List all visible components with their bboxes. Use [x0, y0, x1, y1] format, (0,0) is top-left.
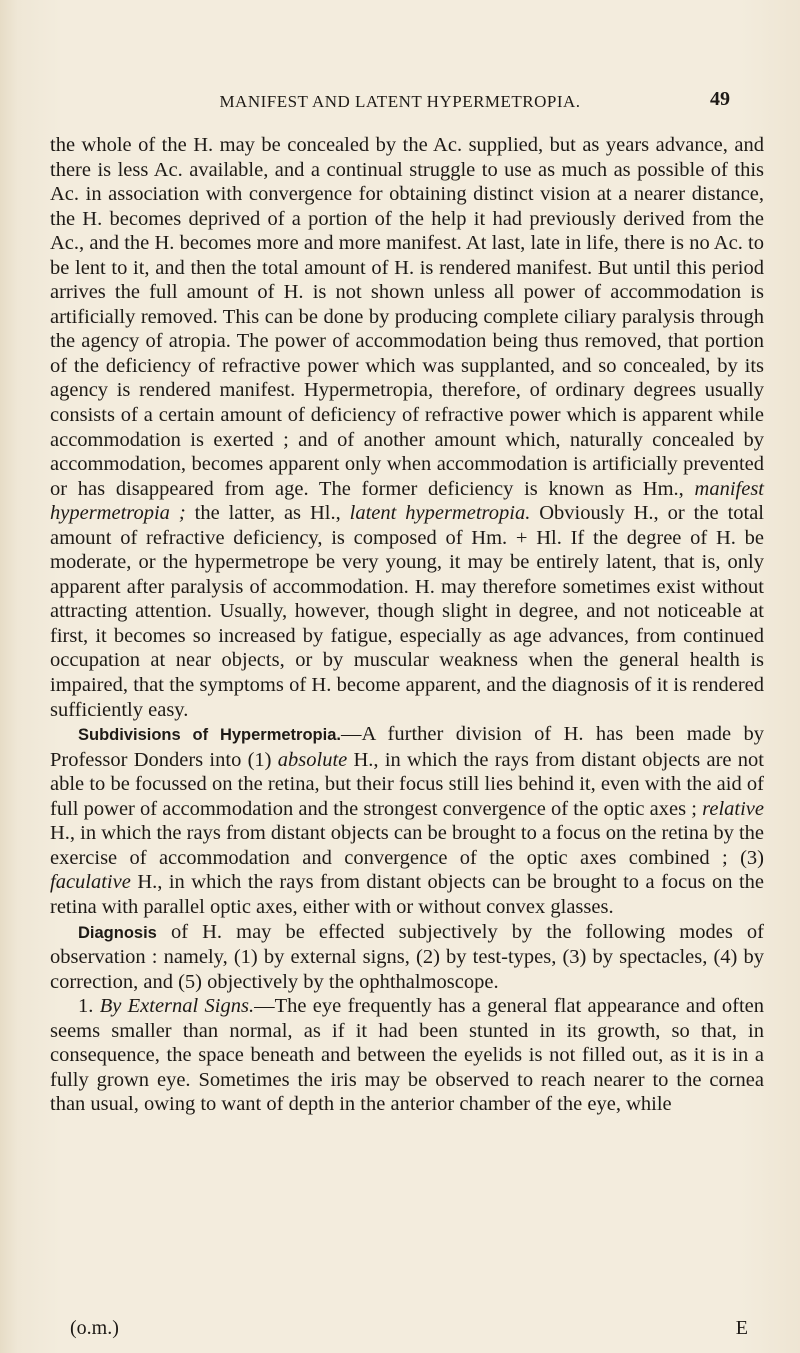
side-heading: Diagnosis — [78, 923, 157, 942]
printer-signature: (o.m.) — [70, 1317, 119, 1339]
paragraph — [50, 920, 764, 995]
body-text — [50, 133, 764, 1117]
italic-term: relative — [702, 797, 764, 820]
page-footer — [70, 1317, 764, 1345]
text-run: H., in which the rays from distant objects are not able to be focussed on the retina, but their focus still lies behind it, even with the aid of full power of accommodation and the strongest convergence of the optic axes ; — [50, 748, 764, 820]
page-number: 49 — [710, 88, 730, 110]
text-run: the whole of the H. may be concealed by the Ac. supplied, but as years advance, and there is less Ac. available, and a continual struggle to use as much as possible of this Ac. in association with convergence for obtaining distinct vision at a nearer distance, the H. becomes deprived of a portion of the help it had previously derived from the Ac., and the H. becomes more and more manifest. At last, late in life, there is no Ac. to be lent to it, and then the total amount of H. is rendered manifest. But until this period arrives the full amount of H. is not shown unless all power of accommodation is artificially removed. This can be done by producing complete ciliary paralysis through the agency of atropia. The power of accommodation being thus removed, that portion of the deficiency of refractive power which was supplanted, and so concealed, by its agency is rendered manifest. Hypermetropia, therefore, of ordinary degrees usually consists of a certain amount of deficiency of refractive power which is apparent while accommodation is exerted ; and of another amount which, naturally concealed by accommodation, becomes apparent only when accommodation is artificially prevented or has disappeared from age. The former deficiency is known as Hm., — [50, 134, 764, 500]
text-run: —A further division of H. has been made by Professor Donders into (1) — [50, 723, 764, 771]
italic-term: latent hypermetropia. — [349, 502, 531, 525]
running-head: MANIFEST AND LATENT HYPERMETROPIA. — [219, 92, 581, 111]
text-run: Obviously H., or the total amount of refractive deficiency, is composed of Hm. + Hl. If the degree of H. be moderate, or the hypermetrope be very young, it may be entirely latent, that is, only apparent after paralysis of accommodation. H. may therefore sometimes exist without attracting attention. Usually, however, though slight in degree, and not noticeable at first, it becomes so increased by fatigue, especially as age advances, from continued occupation at near objects, or by muscular weakness when the general health is impaired, that the symptoms of H. become apparent, and the diagnosis of it is rendered sufficiently easy. — [50, 502, 765, 721]
text-run: the latter, as Hl., — [185, 502, 350, 525]
italic-term: absolute — [277, 748, 348, 771]
text-run: of H. may be effected subjectively by the following modes of observation : namely, (1) by external signs, (2) by test-types, (3) by spectacles, (4) by correction, and (5) objectively by the ophthalmoscope. — [50, 920, 764, 993]
page-header — [0, 88, 800, 122]
paragraph — [50, 133, 764, 722]
italic-term: faculative — [50, 871, 131, 894]
italic-term: manifest hypermetropia ; — [50, 477, 764, 525]
text-run: —The eye frequently has a general flat appearance and often seems smaller than normal, as if it had been stunted in its growth, so that, in consequence, the space beneath and between the eyelids is not filled out, as it is in a fully grown eye. Sometimes the iris may be observed to reach nearer to the cornea than usual, owing to want of depth in the anterior chamber of the eye, while — [50, 995, 765, 1116]
text-run: H., in which the rays from distant objects can be brought to a focus on the retina with parallel optic axes, either with or without convex glasses. — [50, 871, 764, 918]
text-run: H., in which the rays from distant objects can be brought to a focus on the retina by the exercise of accommodation and convergence of the optic axes combined ; (3) — [50, 822, 764, 869]
text-run: 1. — [78, 995, 100, 1018]
signature-mark: E — [735, 1317, 748, 1339]
paragraph — [50, 722, 764, 919]
italic-term: By External Signs. — [99, 995, 255, 1018]
paragraph — [50, 994, 764, 1117]
side-heading: Subdivisions of Hypermetropia. — [78, 726, 341, 745]
